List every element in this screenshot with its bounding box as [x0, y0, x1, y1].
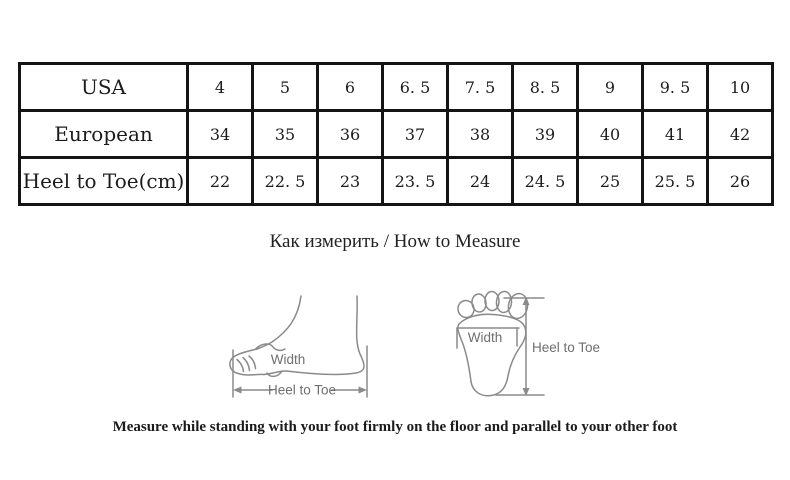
- size-cell: 23. 5: [383, 158, 448, 205]
- instep-path: [257, 296, 301, 349]
- size-cell: 25: [578, 158, 643, 205]
- size-cell: 39: [513, 111, 578, 158]
- size-cell: 25. 5: [643, 158, 708, 205]
- row-label-heel-to-toe: Heel to Toe(cm): [20, 158, 188, 205]
- size-cell: 26: [708, 158, 773, 205]
- size-cell: 40: [578, 111, 643, 158]
- toe-separator-line: [249, 356, 256, 369]
- size-cell: 10: [708, 64, 773, 111]
- size-cell: 41: [643, 111, 708, 158]
- measure-instruction-text: Measure while standing with your foot firmly on the floor and parallel to your other foot: [112, 419, 678, 435]
- table-row-usa: [20, 64, 773, 111]
- sole-outline-path: [458, 314, 526, 395]
- arrowhead-right-icon: [359, 387, 368, 394]
- size-cell: 4: [188, 64, 253, 111]
- size-cell: 42: [708, 111, 773, 158]
- size-cell: 37: [383, 111, 448, 158]
- width-label: Width: [467, 330, 503, 345]
- foot-top-view-illustration: [440, 283, 610, 405]
- size-cell: 8. 5: [513, 64, 578, 111]
- heel-to-toe-label: Heel to Toe: [532, 340, 601, 355]
- size-cell: 38: [448, 111, 513, 158]
- row-label-european: European: [20, 111, 188, 158]
- size-cell: 9: [578, 64, 643, 111]
- size-cell: 6: [318, 64, 383, 111]
- size-cell: 6. 5: [383, 64, 448, 111]
- size-chart-table: [18, 62, 774, 206]
- size-cell: 23: [318, 158, 383, 205]
- size-cell: 24. 5: [513, 158, 578, 205]
- arrowhead-left-icon: [233, 387, 242, 394]
- toe-separator-line: [237, 360, 244, 372]
- size-cell: 22: [188, 158, 253, 205]
- how-to-measure-heading: Как измерить / How to Measure: [269, 231, 521, 252]
- size-cell: 5: [253, 64, 318, 111]
- size-cell: 24: [448, 158, 513, 205]
- size-cell: 9. 5: [643, 64, 708, 111]
- foot-side-view-illustration: [220, 278, 385, 405]
- size-cell: 7. 5: [448, 64, 513, 111]
- size-cell: 22. 5: [253, 158, 318, 205]
- toe-separator-line: [243, 358, 250, 371]
- table-row-heel-to-toe: [20, 158, 773, 205]
- size-cell: 36: [318, 111, 383, 158]
- heel-to-toe-label: Heel to Toe: [267, 382, 337, 398]
- table-row-european: [20, 111, 773, 158]
- size-cell: 34: [188, 111, 253, 158]
- size-cell: 35: [253, 111, 318, 158]
- width-label: Width: [270, 352, 306, 367]
- row-label-usa: USA: [20, 64, 188, 111]
